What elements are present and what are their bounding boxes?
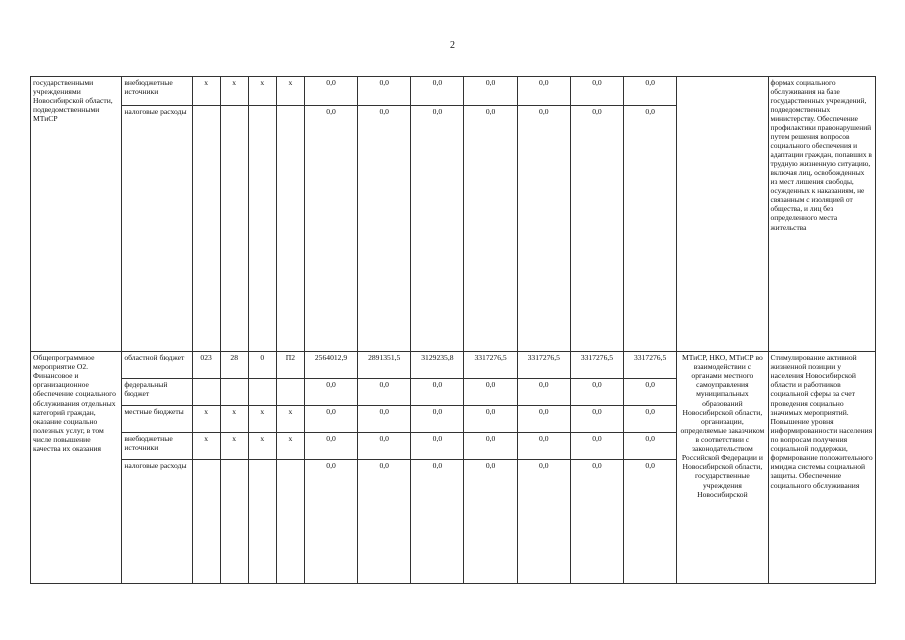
funding-source: областной бюджет bbox=[122, 352, 192, 379]
code-cell: х bbox=[248, 433, 276, 460]
value-cell: 0,0 bbox=[411, 106, 464, 352]
code-cell bbox=[276, 379, 304, 406]
value-cell: 0,0 bbox=[304, 406, 357, 433]
code-cell: х bbox=[192, 433, 220, 460]
value-cell: 3129235,8 bbox=[411, 352, 464, 379]
code-cell bbox=[192, 106, 220, 352]
value-cell: 0,0 bbox=[304, 433, 357, 460]
code-cell: х bbox=[248, 77, 276, 106]
value-cell: 0,0 bbox=[517, 77, 570, 106]
value-cell: 0,0 bbox=[411, 379, 464, 406]
value-cell: 0,0 bbox=[517, 106, 570, 352]
code-cell: х bbox=[220, 433, 248, 460]
code-cell: х bbox=[276, 77, 304, 106]
value-cell: 0,0 bbox=[570, 406, 623, 433]
value-cell: 2564012,9 bbox=[304, 352, 357, 379]
code-cell bbox=[248, 379, 276, 406]
value-cell: 0,0 bbox=[358, 460, 411, 584]
value-cell: 0,0 bbox=[517, 460, 570, 584]
value-cell: 0,0 bbox=[517, 406, 570, 433]
code-cell: П2 bbox=[276, 352, 304, 379]
value-cell: 0,0 bbox=[304, 77, 357, 106]
code-cell: х bbox=[248, 406, 276, 433]
value-cell: 2891351,5 bbox=[358, 352, 411, 379]
code-cell: 28 bbox=[220, 352, 248, 379]
value-cell: 0,0 bbox=[570, 77, 623, 106]
funding-source: налоговые расходы bbox=[122, 460, 192, 584]
value-cell: 0,0 bbox=[464, 460, 517, 584]
value-cell: 0,0 bbox=[464, 106, 517, 352]
value-cell: 3317276,5 bbox=[464, 352, 517, 379]
executor-cell bbox=[677, 77, 768, 352]
value-cell: 0,0 bbox=[358, 106, 411, 352]
value-cell: 0,0 bbox=[624, 77, 677, 106]
measure-description: Общепрограммное мероприятие О2. Финансовое и организационное обеспечение социального обслуживания отдельных категорий граждан, оказание социально полезных услуг, в том числе повышение качества их оказания bbox=[31, 352, 122, 584]
funding-source: внебюджетные источники bbox=[122, 433, 192, 460]
value-cell: 0,0 bbox=[464, 77, 517, 106]
code-cell bbox=[276, 106, 304, 352]
expected-result: Стимулирование активной жизненной позиции у населения Новосибирской области и работников социальной сферы за счет проведения социально значимых мероприятий. Повышение уровня информированности населения по вопросам получения социальной поддержки, формирование положительного имиджа системы социальной защиты. Обеспечение социального обслуживания bbox=[768, 352, 875, 584]
measure-description: государственными учреждениями Новосибирской области, подведомственными МТиСР bbox=[31, 77, 122, 352]
code-cell: х bbox=[220, 77, 248, 106]
code-cell: 023 bbox=[192, 352, 220, 379]
value-cell: 0,0 bbox=[304, 379, 357, 406]
table-row bbox=[31, 352, 876, 379]
funding-source: местные бюджеты bbox=[122, 406, 192, 433]
value-cell: 0,0 bbox=[358, 379, 411, 406]
value-cell: 0,0 bbox=[304, 106, 357, 352]
value-cell: 0,0 bbox=[304, 460, 357, 584]
value-cell: 0,0 bbox=[570, 379, 623, 406]
code-cell bbox=[220, 460, 248, 584]
value-cell: 0,0 bbox=[464, 379, 517, 406]
value-cell: 0,0 bbox=[411, 77, 464, 106]
value-cell: 0,0 bbox=[570, 433, 623, 460]
value-cell: 0,0 bbox=[464, 433, 517, 460]
funding-source: федеральный бюджет bbox=[122, 379, 192, 406]
code-cell bbox=[248, 460, 276, 584]
code-cell bbox=[220, 379, 248, 406]
value-cell: 0,0 bbox=[411, 460, 464, 584]
value-cell: 0,0 bbox=[411, 433, 464, 460]
value-cell: 0,0 bbox=[624, 406, 677, 433]
value-cell: 0,0 bbox=[517, 433, 570, 460]
code-cell: х bbox=[220, 406, 248, 433]
value-cell: 0,0 bbox=[517, 379, 570, 406]
value-cell: 0,0 bbox=[624, 106, 677, 352]
value-cell: 3317276,5 bbox=[517, 352, 570, 379]
value-cell: 0,0 bbox=[624, 460, 677, 584]
value-cell: 0,0 bbox=[570, 106, 623, 352]
code-cell: х bbox=[276, 406, 304, 433]
code-cell bbox=[248, 106, 276, 352]
code-cell bbox=[192, 460, 220, 584]
value-cell: 0,0 bbox=[358, 406, 411, 433]
code-cell bbox=[276, 460, 304, 584]
executor-cell: МТиСР, НКО, МТиСР во взаимодействии с органами местного самоуправления муниципальных образований Новосибирской области, организации, определяемые заказчиком в соответствии с законодательством Российской Федерации и Новосибирской области, государственные учреждения Новосибирской bbox=[677, 352, 768, 584]
code-cell bbox=[192, 379, 220, 406]
value-cell: 0,0 bbox=[624, 433, 677, 460]
value-cell: 0,0 bbox=[358, 433, 411, 460]
code-cell bbox=[220, 106, 248, 352]
code-cell: х bbox=[192, 77, 220, 106]
value-cell: 0,0 bbox=[411, 406, 464, 433]
value-cell: 0,0 bbox=[358, 77, 411, 106]
code-cell: х bbox=[192, 406, 220, 433]
value-cell: 0,0 bbox=[624, 379, 677, 406]
value-cell: 3317276,5 bbox=[570, 352, 623, 379]
funding-source: налоговые расходы bbox=[122, 106, 192, 352]
code-cell: х bbox=[276, 433, 304, 460]
page-number: 2 bbox=[450, 40, 455, 51]
table-row bbox=[31, 77, 876, 106]
value-cell: 0,0 bbox=[464, 406, 517, 433]
code-cell: 0 bbox=[248, 352, 276, 379]
program-measures-table bbox=[30, 76, 876, 584]
expected-result: формах социального обслуживания на базе государственных учреждений, подведомственных министерству. Обеспечение профилактики правонарушений путем решения вопросов социального обеспечения и адаптации граждан, попавших в трудную жизненную ситуацию, включая лиц, освобожденных из мест лишения свободы, осужденных к наказаниям, не связанным с изоляцией от общества, и лиц без определенного места жительства bbox=[768, 77, 875, 352]
funding-source: внебюджетные источники bbox=[122, 77, 192, 106]
value-cell: 3317276,5 bbox=[624, 352, 677, 379]
value-cell: 0,0 bbox=[570, 460, 623, 584]
